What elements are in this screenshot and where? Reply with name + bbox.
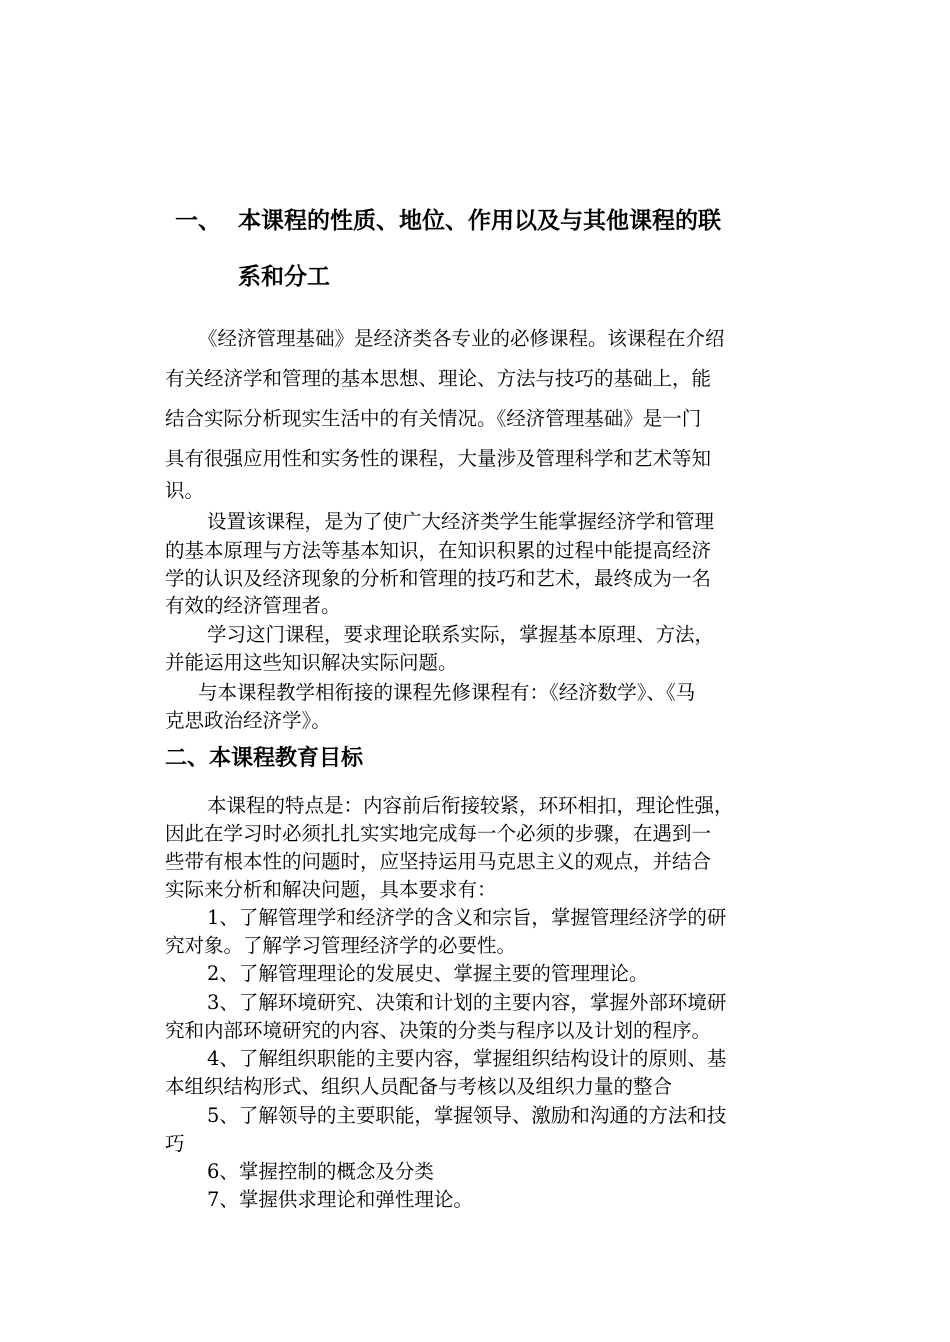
section1-para1-line: 具有很强应用性和实务性的课程，大量涉及管理科学和艺术等知 <box>165 447 712 470</box>
section1-title-line1: 本课程的性质、地位、作用以及与其他课程的联 <box>238 208 721 234</box>
section1-para3-line: 并能运用这些知识解决实际问题。 <box>165 651 458 674</box>
goal-item-5-line1: 5、了解领导的主要职能，掌握领导、激励和沟通的方法和技 <box>207 1104 727 1127</box>
section1-para1-line: 有关经济学和管理的基本思想、理论、方法与技巧的基础上，能 <box>165 367 712 390</box>
goal-item-7-line1: 7、掌握供求理论和弹性理论。 <box>207 1188 473 1211</box>
section2-intro-line: 实际来分析和解决问题，具本要求有： <box>165 878 497 901</box>
section1-para2-line: 学的认识及经济现象的分析和管理的技巧和艺术，最终成为一名 <box>165 567 712 590</box>
goal-item-3-line2: 究和内部环境研究的内容、决策的分类与程序以及计划的程序。 <box>165 1019 712 1042</box>
goal-item-4-line2: 本组织结构形式、组织人员配备与考核以及组织力量的整合 <box>165 1075 673 1098</box>
goal-item-4-line1: 4、了解组织职能的主要内容，掌握组织结构设计的原则、基 <box>207 1047 727 1070</box>
section1-para2-line: 的基本原理与方法等基本知识，在知识积累的过程中能提高经济 <box>165 539 712 562</box>
goal-item-5-line2: 巧 <box>165 1132 185 1155</box>
section2-intro-line: 本课程的特点是：内容前后衔接较紧，环环相扣，理论性强， <box>207 794 734 817</box>
section1-para4-line: 克思政治经济学》。 <box>165 709 331 732</box>
section2-intro-line: 因此在学习时必须扎扎实实地完成每一个必须的步骤，在遇到一 <box>165 822 712 845</box>
section1-para4-line: 与本课程教学相衔接的课程先修课程有：《经济数学》、《马 <box>198 681 696 704</box>
section2-title: 二、本课程教育目标 <box>165 746 364 771</box>
section1-para1-line: 结合实际分析现实生活中的有关情况。《经济管理基础》是一门 <box>165 407 702 430</box>
section1-para1-line: 《经济管理基础》是经济类各专业的必修课程。该课程在介绍 <box>198 327 725 350</box>
section1-para1-line: 识。 <box>165 479 205 502</box>
goal-item-6-line1: 6、掌握控制的概念及分类 <box>207 1160 434 1183</box>
goal-item-1-line1: 1、了解管理学和经济学的含义和宗旨，掌握管理经济学的研 <box>207 906 727 929</box>
section2-intro-line: 些带有根本性的问题时，应坚持运用马克思主义的观点，并结合 <box>165 850 712 873</box>
section1-number: 一、 <box>175 208 221 234</box>
section1-para2-line: 有效的经济管理者。 <box>165 594 341 617</box>
goal-item-2-line1: 2、了解管理理论的发展史、掌握主要的管理理论。 <box>207 962 649 985</box>
goal-item-1-line2: 究对象。了解学习管理经济学的必要性。 <box>165 934 517 957</box>
section1-para2-line: 设置该课程，是为了使广大经济类学生能掌握经济学和管理 <box>207 510 715 533</box>
section1-para3-line: 学习这门课程，要求理论联系实际，掌握基本原理、方法， <box>207 623 715 646</box>
section1-title-line2: 系和分工 <box>238 264 330 290</box>
goal-item-3-line1: 3、了解环境研究、决策和计划的主要内容，掌握外部环境研 <box>207 991 727 1014</box>
